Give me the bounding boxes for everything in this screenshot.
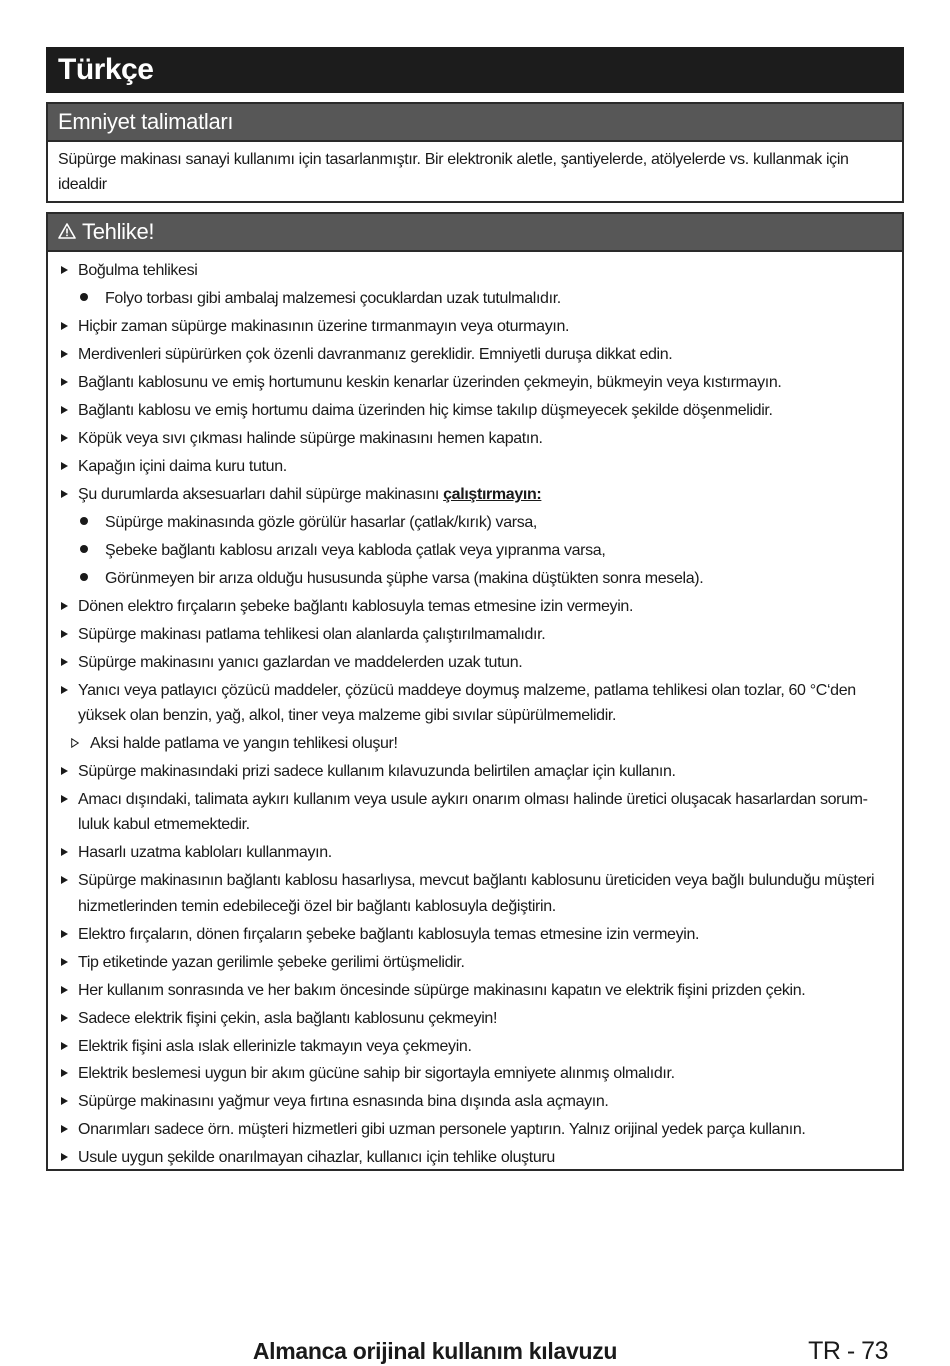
instruction-item <box>58 482 894 507</box>
instruction-item <box>58 622 894 647</box>
danger-header-label: Tehlike! <box>82 219 155 244</box>
instruction-item <box>58 787 894 838</box>
arrow-bullet-icon <box>61 848 68 856</box>
page-number: TR - 73 <box>808 1337 888 1365</box>
instruction-item <box>58 398 894 423</box>
item-text: Hiçbir zaman süpürge makinasının üzerine tırmanmayın veya oturmayın. <box>78 317 570 335</box>
arrow-bullet-icon <box>61 1014 68 1022</box>
item-text: Süpürge makinasını yağmur veya fırtına esnasında bina dışında asla açmayın. <box>78 1093 609 1111</box>
instruction-item <box>58 678 894 729</box>
arrow-bullet-icon <box>61 602 68 610</box>
item-text: Amacı dışındaki, talimata aykırı kullanım veya usule aykırı onarım olması halinde üretici oluşacak hasarlardan sorum-luluk kabul etmemektedir. <box>78 791 868 834</box>
bullet-item <box>58 510 894 535</box>
item-text: Usule uygun şekilde onarılmayan cihazlar, kullanıcı için tehlike oluşturu <box>78 1149 555 1167</box>
item-text: Şebeke bağlantı kablosu arızalı veya kabloda çatlak veya yıpranma varsa, <box>105 541 606 559</box>
item-text: Onarımları sadece örn. müşteri hizmetleri gibi uzman personele yaptırın. Yalnız orijinal yedek parça kullanın. <box>78 1121 806 1139</box>
arrow-bullet-icon <box>61 322 68 330</box>
arrow-bullet-icon <box>61 686 68 694</box>
item-text: Görünmeyen bir arıza olduğu hususunda şüphe varsa (makina düştükten sonra mesela). <box>105 569 704 587</box>
item-text: Süpürge makinasındaki prizi sadece kullanım kılavuzunda belirtilen amaçlar için kullanın. <box>78 763 676 781</box>
instruction-item <box>58 1145 894 1170</box>
arrow-bullet-icon <box>61 350 68 358</box>
result-item <box>58 731 894 756</box>
result-arrow-icon <box>71 738 79 748</box>
instruction-item <box>58 314 894 339</box>
instruction-item <box>58 370 894 395</box>
item-text: Sadece elektrik fişini çekin, asla bağlantı kablosunu çekmeyin! <box>78 1009 498 1027</box>
arrow-bullet-icon <box>61 1042 68 1050</box>
item-text: Süpürge makinasını yanıcı gazlardan ve maddelerden uzak tutun. <box>78 653 523 671</box>
arrow-bullet-icon <box>61 658 68 666</box>
instruction-item <box>58 454 894 479</box>
instruction-item <box>58 922 894 947</box>
bullet-item <box>58 566 894 591</box>
arrow-bullet-icon <box>61 876 68 884</box>
bullet-dot-icon <box>80 573 88 581</box>
item-text: Aksi halde patlama ve yangın tehlikesi oluşur! <box>90 735 398 753</box>
instruction-item <box>58 759 894 784</box>
instruction-item <box>58 1034 894 1059</box>
bullet-item <box>58 538 894 563</box>
item-text: Bağlantı kablosunu ve emiş hortumunu keskin kenarlar üzerinden çekmeyin, bükmeyin veya kıstırmayın. <box>78 373 782 391</box>
item-text: Hasarlı uzatma kabloları kullanmayın. <box>78 844 332 862</box>
item-text: Elektrik beslemesi uygun bir akım gücüne sahip bir sigortayla emniyete alınmış olmalıdır. <box>78 1065 675 1083</box>
arrow-bullet-icon <box>61 462 68 470</box>
item-text: Elektro fırçaların, dönen fırçaların şebeke bağlantı kablosuyla temas etmesine izin vermeyin. <box>78 925 700 943</box>
arrow-bullet-icon <box>61 630 68 638</box>
item-text: Süpürge makinasında gözle görülür hasarlar (çatlak/kırık) varsa, <box>105 513 538 531</box>
arrow-bullet-icon <box>61 1069 68 1077</box>
item-text: Kapağın içini daima kuru tutun. <box>78 457 287 475</box>
footer-title: Almanca orijinal kullanım kılavuzu <box>252 1338 618 1364</box>
safety-instructions-header: Emniyet talimatları <box>48 104 902 142</box>
safety-instructions-box <box>46 102 904 203</box>
arrow-bullet-icon <box>61 406 68 414</box>
arrow-bullet-icon <box>61 1125 68 1133</box>
instruction-item <box>58 258 894 283</box>
item-text: Süpürge makinasının bağlantı kablosu hasarlıysa, mevcut bağlantı kablosunu üreticiden veya bağlı bulunduğu müşteri hizmetlerinden temin edebileceği özel bir bağlantı kablosuyla değiştirin. <box>78 872 875 915</box>
arrow-bullet-icon <box>61 378 68 386</box>
instruction-item <box>58 1089 894 1114</box>
danger-header <box>48 214 902 252</box>
safety-instructions-text: Süpürge makinası sanayi kullanımı için tasarlanmıştır. Bir elektronik aletle, şantiyelerde, atölyelerde vs. kullanmak için idealdir <box>58 151 849 193</box>
bullet-dot-icon <box>80 293 88 301</box>
item-text: Dönen elektro fırçaların şebeke bağlantı kablosuyla temas etmesine izin vermeyin. <box>78 597 634 615</box>
instruction-item <box>58 594 894 619</box>
language-title: Türkçe <box>46 47 904 93</box>
instruction-item <box>58 868 894 919</box>
item-text: Elektrik fişini asla ıslak ellerinizle takmayın veya çekmeyin. <box>78 1037 472 1055</box>
arrow-bullet-icon <box>61 930 68 938</box>
arrow-bullet-icon <box>61 958 68 966</box>
instruction-item <box>58 1006 894 1031</box>
danger-box <box>46 212 904 1171</box>
danger-list <box>48 252 902 1171</box>
item-text: Yanıcı veya patlayıcı çözücü maddeler, çözücü maddeye doymuş malzeme, patlama tehlikesi olan tozlar, 60 °C‘den yüksek olan benzin, yağ, alkol, tiner veya malzeme gibi sıvılar süpürülmemelidir. <box>78 681 856 725</box>
item-text: Bağlantı kablosu ve emiş hortumu daima üzerinden hiç kimse takılıp düşmeyecek şekilde döşenmelidir. <box>78 401 773 419</box>
arrow-bullet-icon <box>61 434 68 442</box>
arrow-bullet-icon <box>61 795 68 803</box>
arrow-bullet-icon <box>61 1097 68 1105</box>
bullet-dot-icon <box>80 517 88 525</box>
arrow-bullet-icon <box>61 490 68 498</box>
arrow-bullet-icon <box>61 767 68 775</box>
arrow-bullet-icon <box>61 1153 68 1161</box>
arrow-bullet-icon <box>61 266 68 274</box>
item-text: Köpük veya sıvı çıkması halinde süpürge makinasını hemen kapatın. <box>78 429 543 447</box>
instruction-item <box>58 650 894 675</box>
item-text: Boğulma tehlikesi <box>78 262 198 279</box>
instruction-item <box>58 1061 894 1086</box>
item-text: Merdivenleri süpürürken çok özenli davranmanız gereklidir. Emniyetli duruşa dikkat edin. <box>78 345 673 363</box>
item-text: Tip etiketinde yazan gerilimle şebeke gerilimi örtüşmelidir. <box>78 953 465 971</box>
instruction-item <box>58 840 894 865</box>
item-text: Her kullanım sonrasında ve her bakım öncesinde süpürge makinasını kapatın ve elektrik fişini prizden çekin. <box>78 981 806 999</box>
bullet-dot-icon <box>80 545 88 553</box>
instruction-item <box>58 342 894 367</box>
item-text: Süpürge makinası patlama tehlikesi olan alanlarda çalıştırılmamalıdır. <box>78 625 546 643</box>
item-text: Şu durumlarda aksesuarları dahil süpürge makinasını <box>78 485 444 503</box>
item-emphasis: çalıştırmayın: <box>443 485 542 503</box>
instruction-item <box>58 426 894 451</box>
warning-triangle-icon <box>58 223 76 239</box>
item-text: Folyo torbası gibi ambalaj malzemesi çocuklardan uzak tutulmalıdır. <box>105 289 561 307</box>
instruction-item <box>58 1117 894 1142</box>
arrow-bullet-icon <box>61 986 68 994</box>
bullet-item <box>58 286 894 311</box>
instruction-item <box>58 978 894 1003</box>
instruction-item <box>58 950 894 975</box>
